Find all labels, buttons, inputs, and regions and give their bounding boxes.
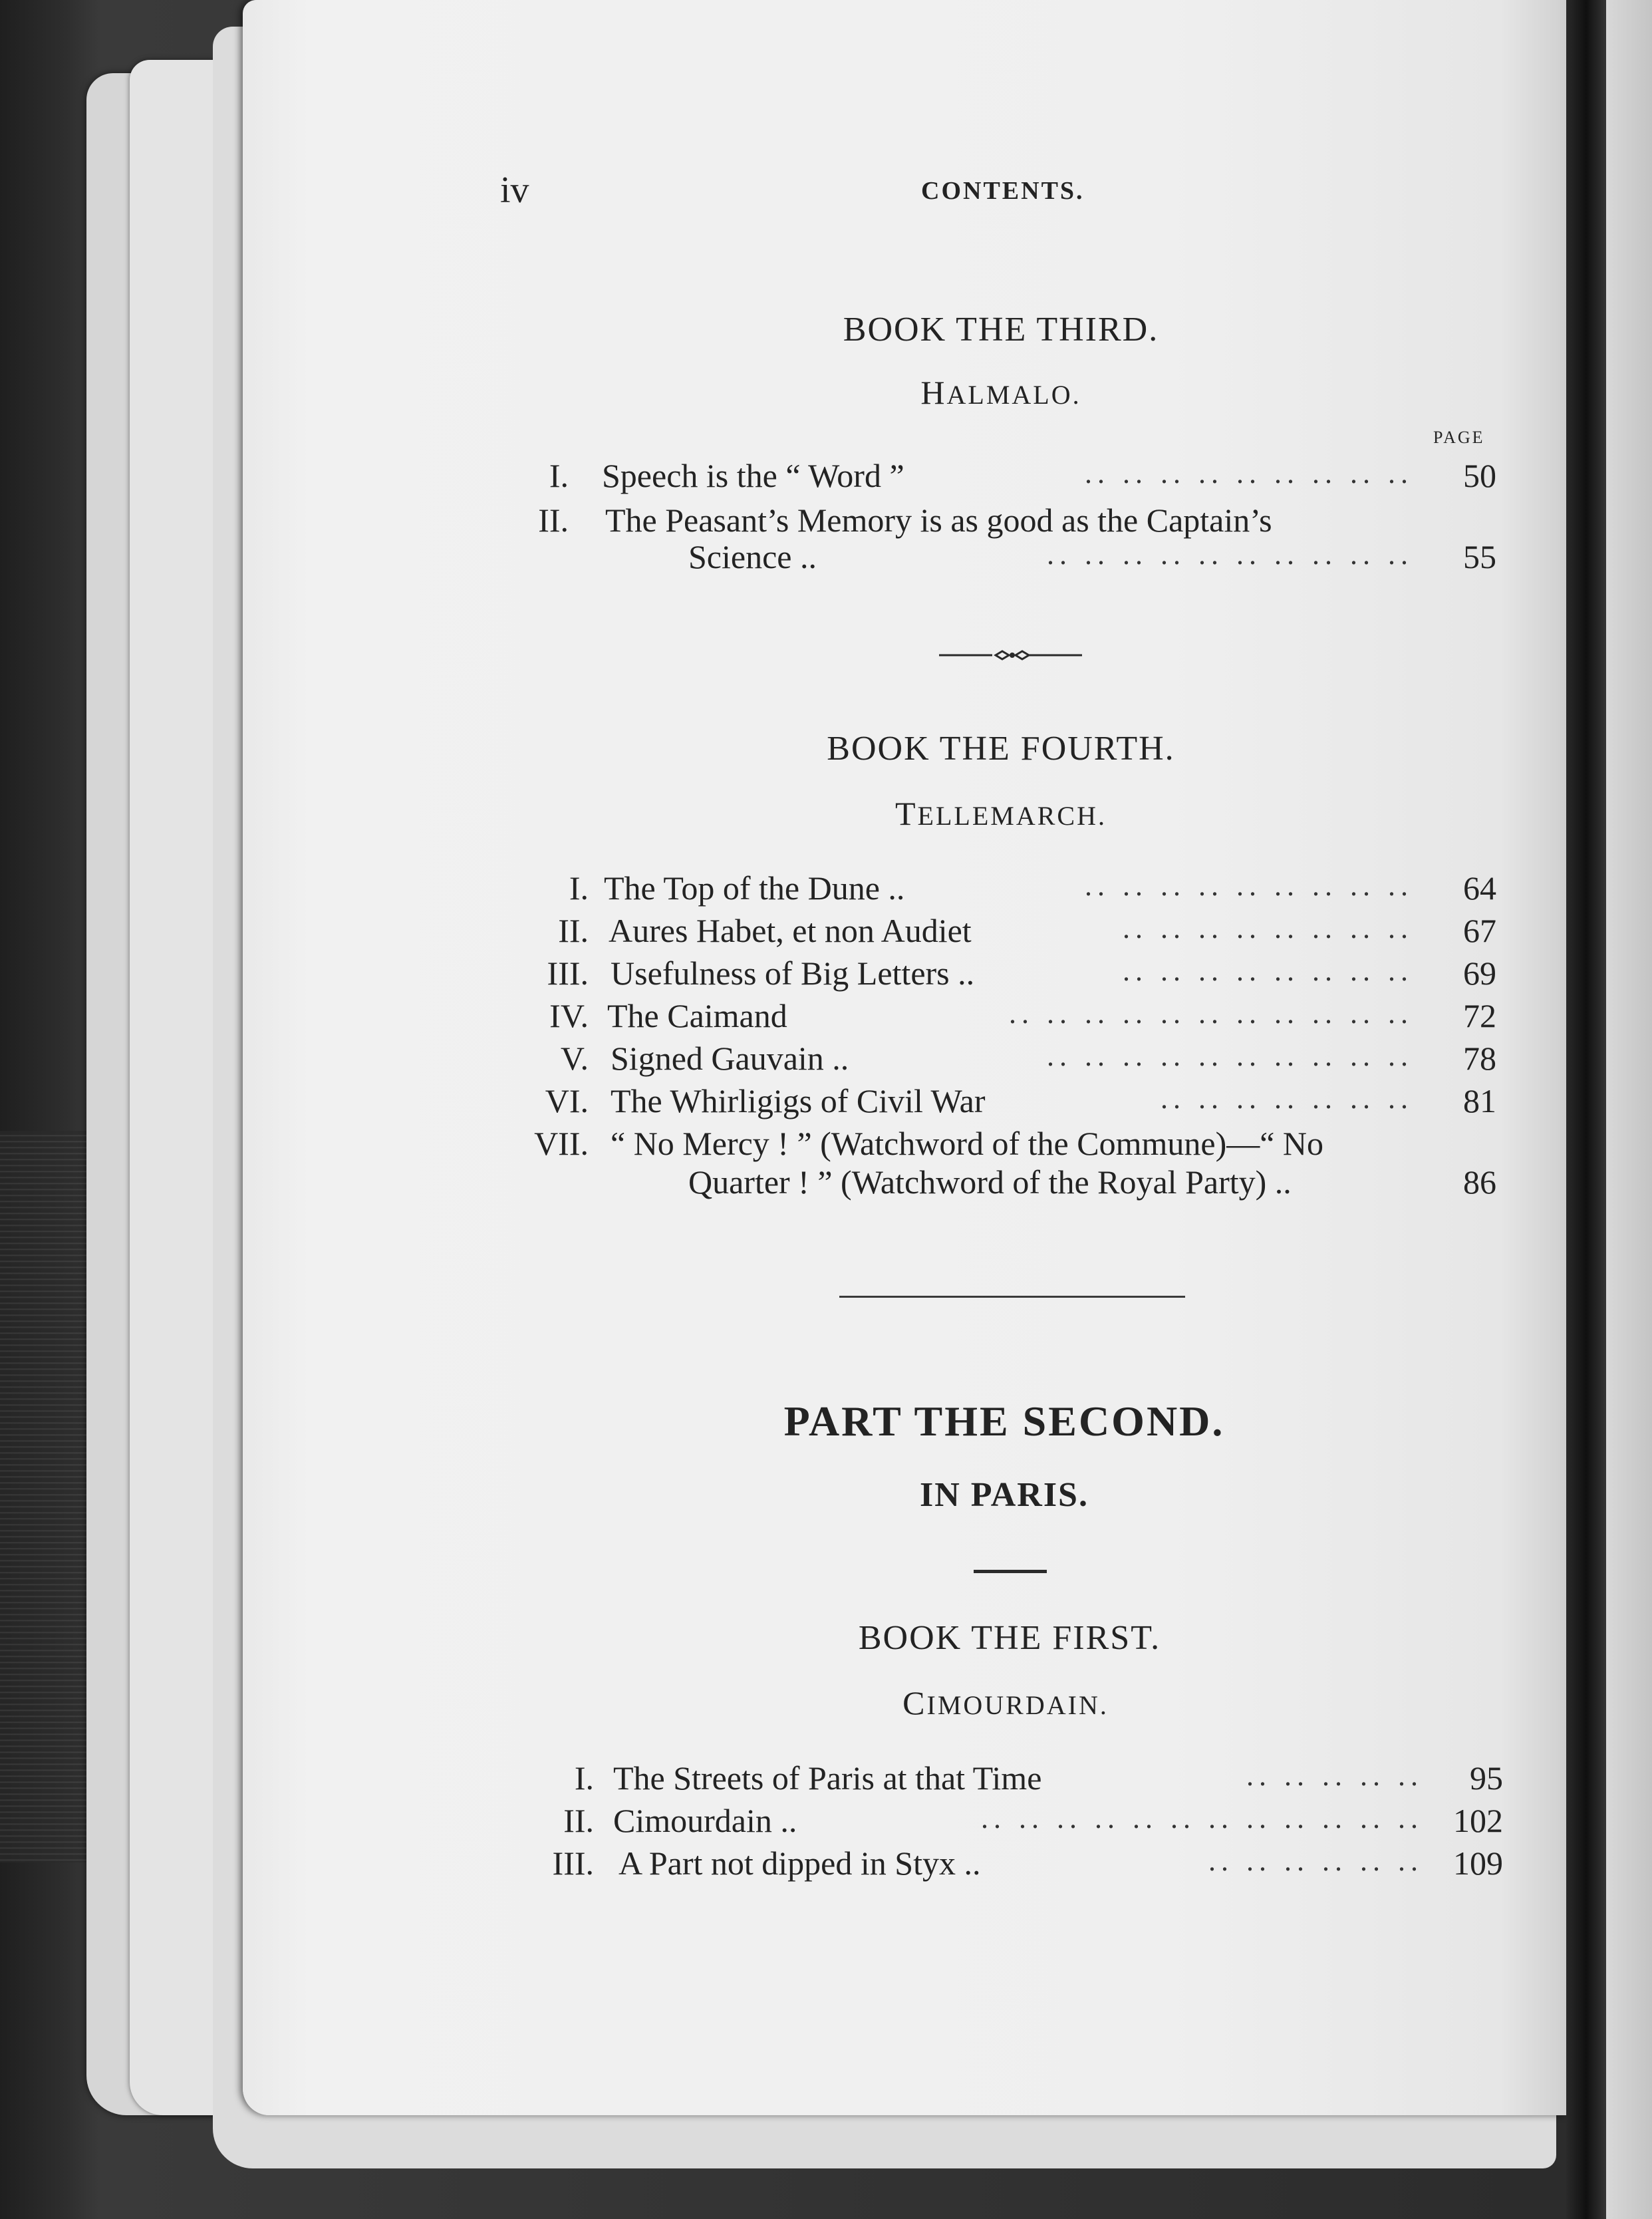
chapter-title: Cimourdain .. — [613, 1802, 797, 1839]
chapter-page: 69 — [1463, 955, 1496, 992]
chapter-number: VI. — [545, 1082, 589, 1119]
book-third-subtitle: HALMALO. — [920, 374, 1081, 411]
chapter-page: 86 — [1463, 1163, 1496, 1201]
book-third-title: BOOK THE THIRD. — [843, 311, 1159, 349]
book-fourth-subtitle: TELLEMARCH. — [895, 795, 1107, 832]
dot-leader: .. .. .. .. .. .. .. .. .. .. — [1047, 1042, 1413, 1071]
book-first-subtitle: CIMOURDAIN. — [902, 1684, 1109, 1721]
chapter-page: 95 — [1470, 1759, 1503, 1797]
page-column-label: PAGE — [1433, 428, 1485, 447]
book-fourth-title: BOOK THE FOURTH. — [827, 730, 1175, 768]
chapter-title: The Caimand — [607, 997, 787, 1034]
chapter-title: The Peasant’s Memory is as good as the Captain’s — [605, 502, 1272, 539]
dot-leader: .. .. .. .. .. .. .. .. .. .. .. .. — [981, 1804, 1423, 1833]
chapter-number: I. — [574, 1759, 594, 1797]
chapter-number: III. — [547, 955, 589, 992]
chapter-title: A Part not dipped in Styx .. — [619, 1845, 981, 1882]
section-ornament — [939, 642, 1082, 668]
page-folio: iv — [500, 170, 529, 211]
chapter-page: 50 — [1463, 457, 1496, 494]
chapter-title: Usefulness of Big Letters .. — [611, 955, 975, 992]
part-subtitle: IN PARIS. — [920, 1476, 1089, 1514]
chapter-title-continued: Science .. — [688, 538, 817, 575]
chapter-number: IV. — [549, 997, 589, 1034]
chapter-number: III. — [552, 1845, 594, 1882]
chapter-title: The Streets of Paris at that Time — [613, 1759, 1042, 1797]
chapter-page: 102 — [1453, 1802, 1503, 1839]
chapter-number: I. — [549, 457, 569, 494]
dot-leader: .. .. .. .. .. .. .. .. — [1123, 957, 1413, 986]
section-divider-rule — [839, 1296, 1185, 1298]
dot-leader: .. .. .. .. .. .. .. .. .. — [1085, 871, 1413, 901]
chapter-title: The Whirligigs of Civil War — [611, 1082, 986, 1119]
book-first-title: BOOK THE FIRST. — [858, 1619, 1161, 1657]
dot-leader: .. .. .. .. .. .. .. .. .. — [1085, 459, 1413, 488]
part-title: PART THE SECOND. — [783, 1398, 1225, 1445]
chapter-page: 64 — [1463, 869, 1496, 907]
book-gutter — [1566, 0, 1606, 2219]
dot-leader: .. .. .. .. .. — [1246, 1761, 1423, 1791]
chapter-number: II. — [538, 502, 569, 539]
running-head-title: CONTENTS. — [921, 177, 1085, 205]
dot-leader: .. .. .. .. .. .. .. .. .. .. — [1047, 540, 1413, 569]
dot-leader: .. .. .. .. .. .. .. .. .. .. .. — [1009, 999, 1413, 1028]
chapter-number: I. — [569, 869, 589, 907]
short-divider-rule — [974, 1570, 1047, 1573]
chapter-number: V. — [560, 1040, 589, 1077]
chapter-title: “ No Mercy ! ” (Watchword of the Commune)—“ No — [611, 1125, 1324, 1162]
chapter-title: The Top of the Dune .. — [604, 869, 905, 907]
chapter-page: 78 — [1463, 1040, 1496, 1077]
chapter-page: 81 — [1463, 1082, 1496, 1119]
chapter-title-continued: Quarter ! ” (Watchword of the Royal Party) .. — [688, 1163, 1292, 1201]
dot-leader: .. .. .. .. .. .. .. .. — [1123, 914, 1413, 943]
chapter-page: 67 — [1463, 912, 1496, 949]
chapter-page: 109 — [1453, 1845, 1503, 1882]
chapter-page: 55 — [1463, 538, 1496, 575]
chapter-title: Signed Gauvain .. — [611, 1040, 849, 1077]
chapter-number: II. — [563, 1802, 594, 1839]
dot-leader: .. .. .. .. .. .. — [1208, 1847, 1423, 1876]
chapter-number: VII. — [534, 1125, 589, 1162]
chapter-page: 72 — [1463, 997, 1496, 1034]
chapter-title: Speech is the “ Word ” — [602, 457, 904, 494]
chapter-title: Aures Habet, et non Audiet — [609, 912, 972, 949]
dot-leader: .. .. .. .. .. .. .. — [1161, 1084, 1413, 1113]
chapter-number: II. — [558, 912, 589, 949]
facing-page-edge — [1606, 0, 1652, 2219]
